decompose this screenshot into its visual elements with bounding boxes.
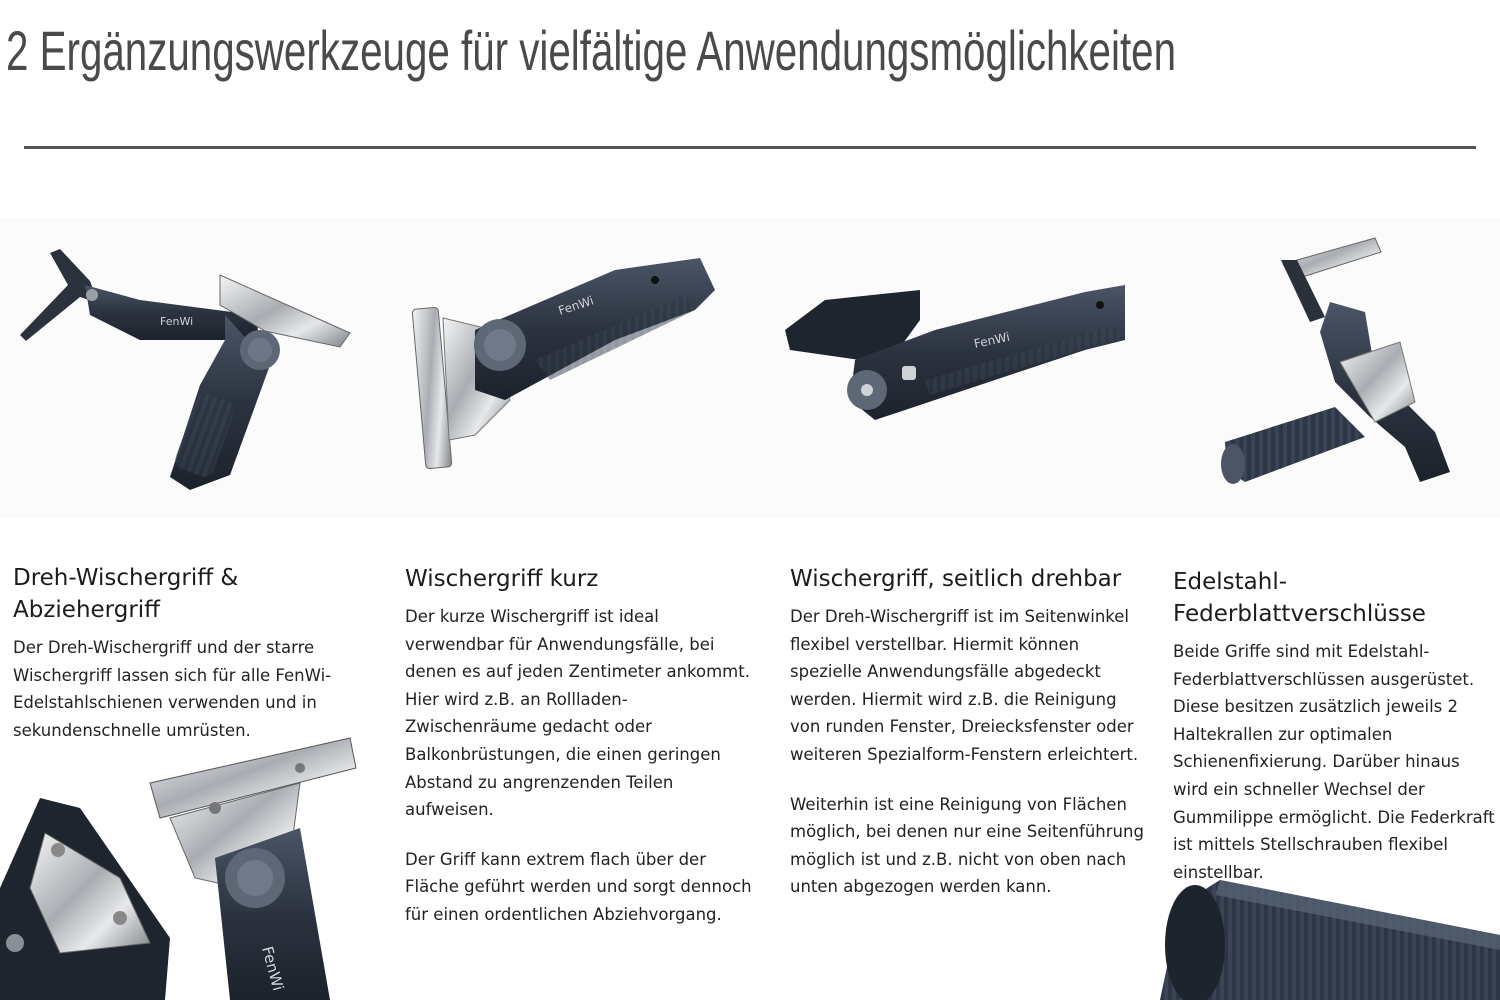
swivel-and-squeegee-handles-image xyxy=(20,245,350,500)
grip-closeup-image xyxy=(1160,875,1500,1000)
brand-label: FenWi xyxy=(258,944,288,993)
column-text: Der Dreh-Wischergriff ist im Seitenwinkel flexibel verstellbar. Hiermit können spezielle Anwendungsfälle abgedeckt werden. Hiermit wird z.B. die Reinigung von runden Fenster, Dreiecksfenster oder weiteren Spezialform-Fenstern erleichtert. xyxy=(790,607,1139,764)
column-text: Der kurze Wischergriff ist ideal verwendbar für Anwendungsfälle, bei denen es auf jeden Zentimeter ankommt. Hier wird z.B. an Rollladen-Zwischenräume gedacht oder Balkonbrüstungen, die einen geringen Abstand zu angrenzenden Teilen aufweisen. xyxy=(405,607,750,820)
column-text: Beide Griffe sind mit Edelstahl-Federblattverschlüssen ausgerüstet. Diese besitzen zusätzlich jeweils 2 Haltekrallen zur optimalen Schienenfixierung. Darüber hinaus wird ein schneller Wechsel der Gummilippe ermöglicht. Die Federkraft ist mittels Stellschrauben flexibel einstellbar. xyxy=(1173,642,1495,882)
brand-label: FenWi xyxy=(972,329,1012,351)
column-swivel-and-squeegee-handle xyxy=(13,562,363,744)
title-underline xyxy=(24,146,1476,149)
column-side-swivel-handle xyxy=(790,563,1150,901)
column-title: Wischergriff kurz xyxy=(405,566,599,592)
column-text: Der Griff kann extrem flach über der Fläche geführt werden und sorgt dennoch für einen ordentlichen Abziehvorgang. xyxy=(405,849,752,924)
short-handle-image xyxy=(415,250,720,475)
column-title: Edelstahl-Federblattverschlüsse xyxy=(1173,569,1426,627)
column-title: Dreh-Wischergriff & Abziehergriff xyxy=(13,565,239,623)
page-title: 2 Ergänzungswerkzeuge für vielfältige Anwendungsmöglichkeiten xyxy=(6,19,1176,82)
clamp-closeup-image xyxy=(0,738,360,1000)
side-swivel-handle-image xyxy=(785,280,1130,425)
brand-label: FenWi xyxy=(160,315,194,328)
column-title: Wischergriff, seitlich drehbar xyxy=(790,566,1122,592)
column-short-handle xyxy=(405,563,755,929)
column-text: Der Dreh-Wischergriff und der starre Wischergriff lassen sich für alle FenWi-Edelstahlschienen verwenden und in sekundenschnelle umrüsten. xyxy=(13,638,332,740)
brand-label: FenWi xyxy=(556,293,596,318)
squeegee-handle-upright-image xyxy=(1215,232,1460,487)
column-text: Weiterhin ist eine Reinigung von Flächen möglich, bei denen nur eine Seitenführung möglich ist und z.B. nicht von oben nach unten abgezogen werden kann. xyxy=(790,794,1144,897)
column-spring-clamps xyxy=(1173,566,1498,886)
